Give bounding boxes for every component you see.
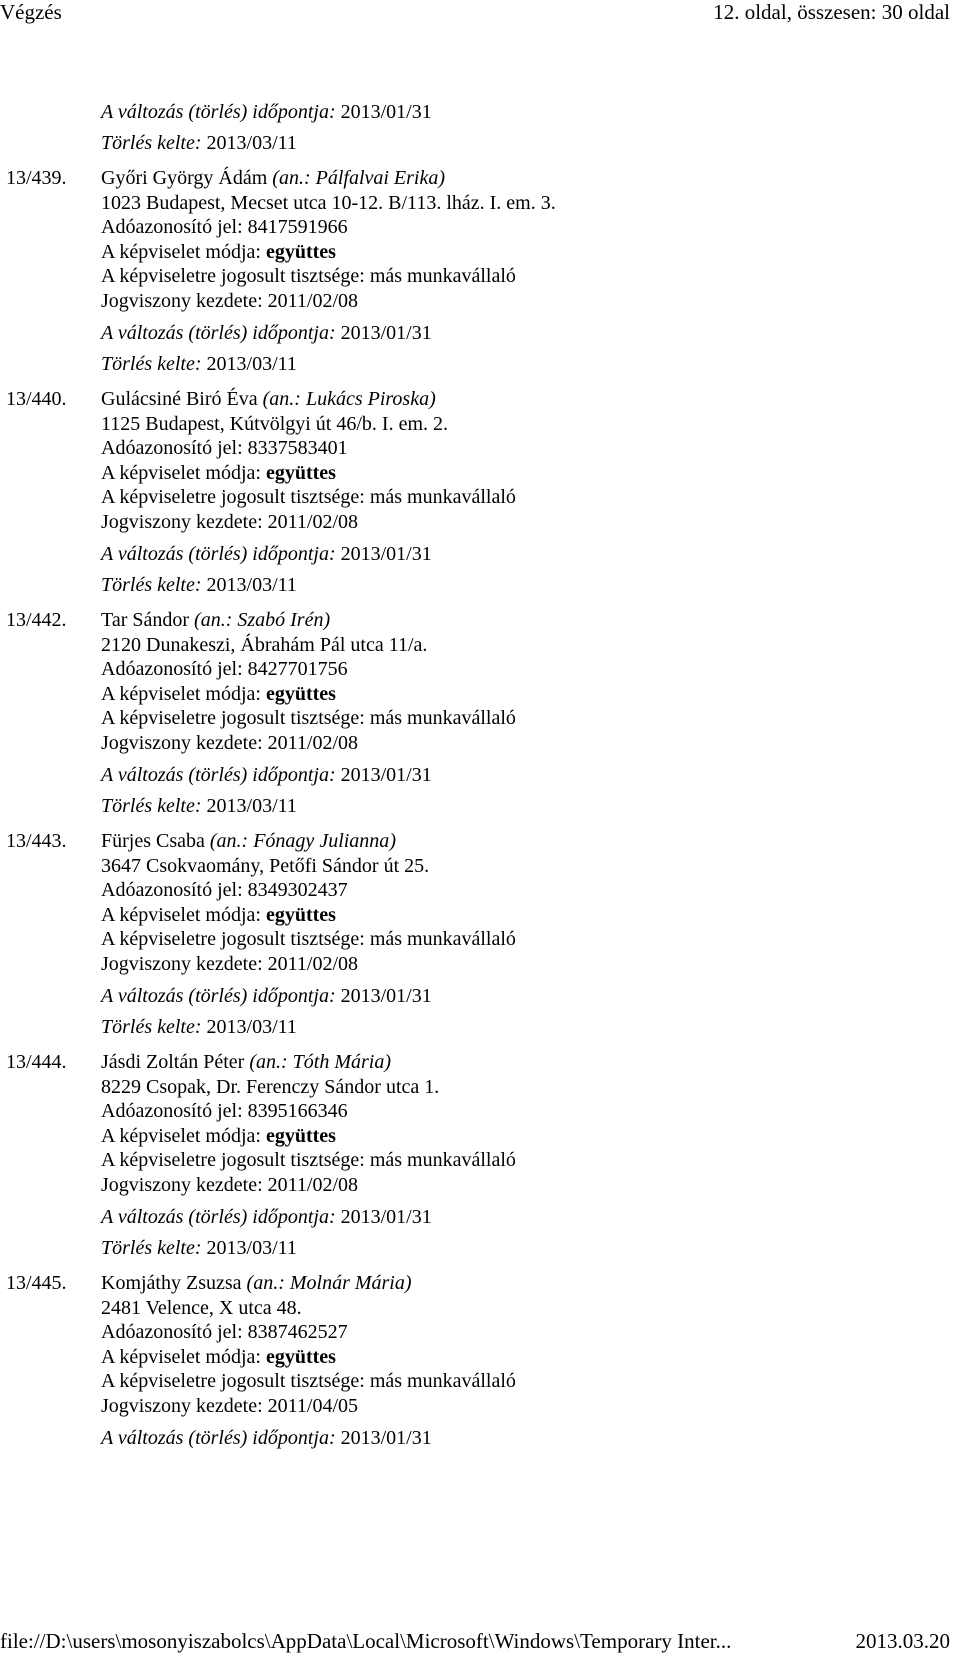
representation-mode-line: A képviselet módja: együttes [101,683,336,705]
entry-name-line: Gulácsiné Biró Éva (an.: Lukács Piroska) [101,388,436,410]
address-line: 1023 Budapest, Mecset utca 10-12. B/113. lház. I. em. 3. [101,192,556,214]
change-date-line: A változás (törlés) időpontja: 2013/01/31 [101,985,432,1007]
entry-number: 13/443. [6,830,67,852]
change-date-line: A változás (törlés) időpontja: 2013/01/31 [101,322,432,344]
position-line: A képviseletre jogosult tisztsége: más munkavállaló [101,1370,516,1392]
change-date-line: A változás (törlés) időpontja: 2013/01/31 [101,1427,432,1449]
change-date-line: A változás (törlés) időpontja: 2013/01/31 [101,543,432,565]
address-line: 2481 Velence, X utca 48. [101,1297,302,1319]
start-date-line: Jogviszony kezdete: 2011/04/05 [101,1395,358,1417]
tax-id-line: Adóazonosító jel: 8427701756 [101,658,348,680]
change-date-line: A változás (törlés) időpontja: 2013/01/31 [101,101,432,123]
representation-mode-line: A képviselet módja: együttes [101,904,336,926]
change-date-line: A változás (törlés) időpontja: 2013/01/31 [101,764,432,786]
representation-mode-line: A képviselet módja: együttes [101,241,336,263]
deletion-date-line: Törlés kelte: 2013/03/11 [101,1016,297,1038]
tax-id-line: Adóazonosító jel: 8337583401 [101,437,348,459]
position-line: A képviseletre jogosult tisztsége: más munkavállaló [101,265,516,287]
footer-date: 2013.03.20 [855,1629,950,1653]
entry-number: 13/445. [6,1272,67,1294]
entry-name-line: Komjáthy Zsuzsa (an.: Molnár Mária) [101,1272,412,1294]
position-line: A képviseletre jogosult tisztsége: más munkavállaló [101,1149,516,1171]
entry-number: 13/439. [6,167,67,189]
start-date-line: Jogviszony kezdete: 2011/02/08 [101,1174,358,1196]
tax-id-line: Adóazonosító jel: 8387462527 [101,1321,348,1343]
address-line: 2120 Dunakeszi, Ábrahám Pál utca 11/a. [101,634,428,656]
position-line: A képviseletre jogosult tisztsége: más munkavállaló [101,928,516,950]
deletion-date-line: Törlés kelte: 2013/03/11 [101,795,297,817]
position-line: A képviseletre jogosult tisztsége: más munkavállaló [101,707,516,729]
start-date-line: Jogviszony kezdete: 2011/02/08 [101,953,358,975]
footer-path: file://D:\users\mosonyiszabolcs\AppData\Local\Microsoft\Windows\Temporary Inter... [0,1629,732,1653]
deletion-date-line: Törlés kelte: 2013/03/11 [101,574,297,596]
page-header-right: 12. oldal, összesen: 30 oldal [713,0,950,24]
representation-mode-line: A képviselet módja: együttes [101,1125,336,1147]
position-line: A képviseletre jogosult tisztsége: más munkavállaló [101,486,516,508]
representation-mode-line: A képviselet módja: együttes [101,462,336,484]
tax-id-line: Adóazonosító jel: 8349302437 [101,879,348,901]
start-date-line: Jogviszony kezdete: 2011/02/08 [101,511,358,533]
tax-id-line: Adóazonosító jel: 8417591966 [101,216,348,238]
entry-number: 13/444. [6,1051,67,1073]
address-line: 3647 Csokvaomány, Petőfi Sándor út 25. [101,855,430,877]
change-date-line: A változás (törlés) időpontja: 2013/01/31 [101,1206,432,1228]
entry-number: 13/442. [6,609,67,631]
entry-name-line: Tar Sándor (an.: Szabó Irén) [101,609,331,631]
entry-name-line: Fürjes Csaba (an.: Fónagy Julianna) [101,830,396,852]
start-date-line: Jogviszony kezdete: 2011/02/08 [101,732,358,754]
address-line: 8229 Csopak, Dr. Ferenczy Sándor utca 1. [101,1076,440,1098]
address-line: 1125 Budapest, Kútvölgyi út 46/b. I. em. 2. [101,413,449,435]
start-date-line: Jogviszony kezdete: 2011/02/08 [101,290,358,312]
entry-name-line: Jásdi Zoltán Péter (an.: Tóth Mária) [101,1051,391,1073]
entry-name-line: Győri György Ádám (an.: Pálfalvai Erika) [101,167,446,189]
deletion-date-line: Törlés kelte: 2013/03/11 [101,353,297,375]
representation-mode-line: A képviselet módja: együttes [101,1346,336,1368]
deletion-date-line: Törlés kelte: 2013/03/11 [101,1237,297,1259]
deletion-date-line: Törlés kelte: 2013/03/11 [101,132,297,154]
entry-number: 13/440. [6,388,67,410]
tax-id-line: Adóazonosító jel: 8395166346 [101,1100,348,1122]
page-header-left: Végzés [0,0,62,24]
